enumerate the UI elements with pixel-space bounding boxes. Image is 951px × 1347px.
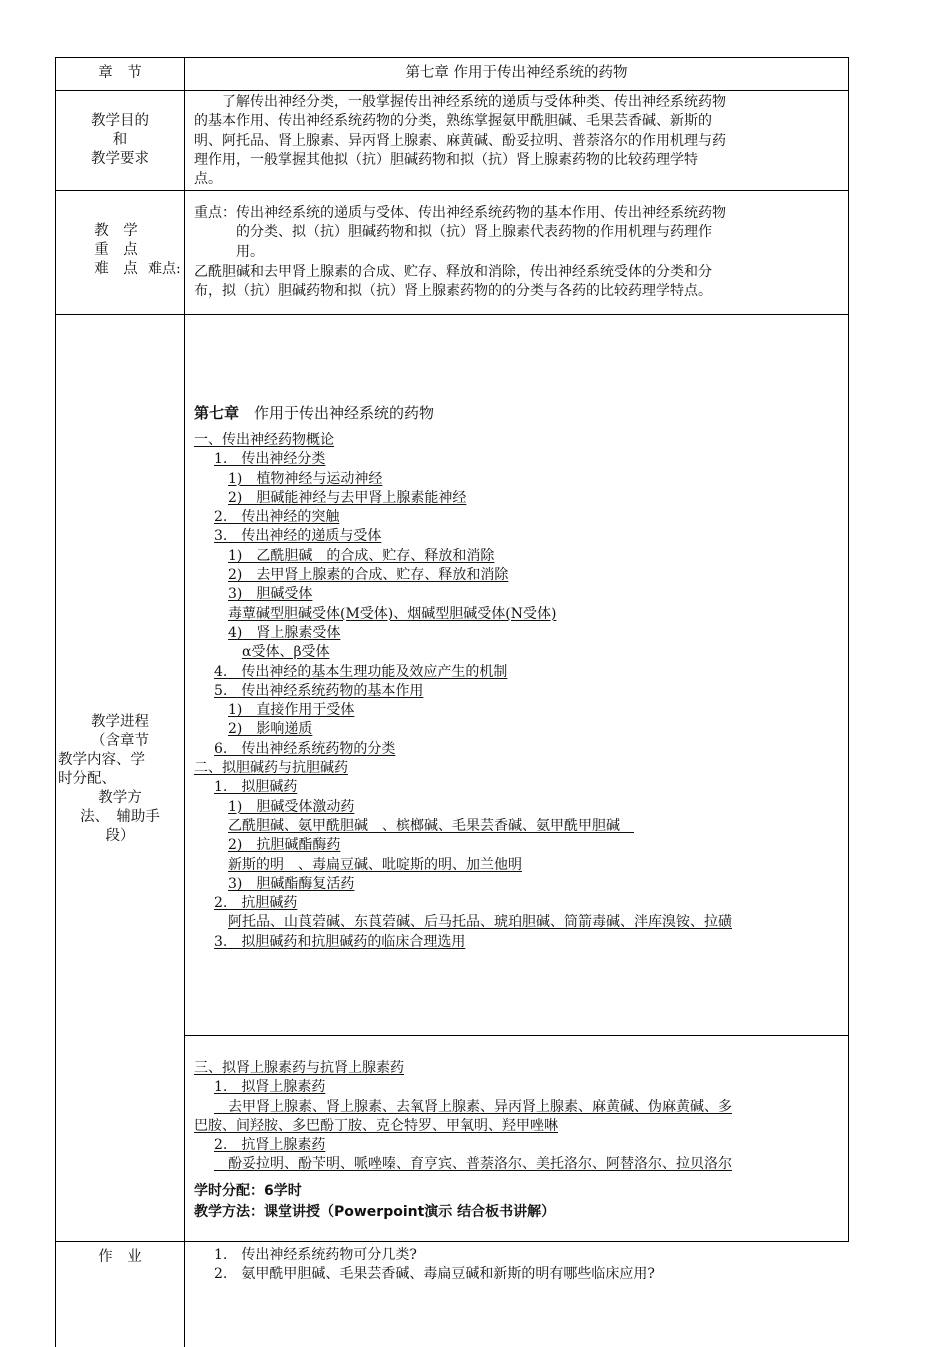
outline-item bbox=[194, 450, 844, 469]
objectives-label-line: 和 bbox=[112, 132, 128, 148]
chapter-heading-bold: 第七章 bbox=[194, 404, 240, 422]
key-points-line: 的分类、拟（抗）胆碱药物和拟（抗）肾上腺素代表药物的作用机理与药理作 bbox=[194, 224, 712, 241]
process-label-line: 教学进程 bbox=[91, 714, 149, 730]
process-label-line: 法、 辅助手 bbox=[80, 809, 160, 825]
outline-item-text: 1. 拟胆碱药 bbox=[214, 779, 298, 796]
outline-item-text: 3) 胆碱受体 bbox=[228, 586, 313, 603]
process-label-line: 时分配、 bbox=[58, 771, 116, 787]
outline-item bbox=[194, 740, 844, 759]
outline-item bbox=[194, 1155, 844, 1174]
process-label-line: （含章节 bbox=[91, 733, 149, 749]
outline-item bbox=[194, 856, 844, 875]
outline-item bbox=[194, 566, 844, 585]
outline-item-text: 巴胺、间羟胺、多巴酚丁胺、克仑特罗、甲氧明、羟甲唑啉 bbox=[194, 1117, 558, 1134]
row-divider bbox=[184, 1035, 849, 1036]
column-divider bbox=[184, 57, 185, 1347]
homework-item: 2. 氨甲酰甲胆碱、毛果芸香碱、毒扁豆碱和新斯的明有哪些临床应用? bbox=[214, 1266, 655, 1283]
outline-item bbox=[194, 1078, 844, 1097]
outline-item-text: 4. 传出神经的基本生理功能及效应产生的机制 bbox=[214, 663, 508, 680]
outline-item-text: 二、拟胆碱药与抗胆碱药 bbox=[194, 760, 348, 777]
outline-item-text: 1) 植物神经与运动神经 bbox=[228, 470, 383, 487]
chapter-title: 第七章 作用于传出神经系统的药物 bbox=[405, 65, 628, 81]
outline-item-text: 1) 胆碱受体激动药 bbox=[228, 798, 355, 815]
key-points-label-line: 教 学 bbox=[94, 223, 138, 239]
outline-item bbox=[194, 643, 844, 662]
outline-item-text: 2) 抗胆碱酯酶药 bbox=[228, 837, 341, 854]
outline-item-text: 新斯的明 、毒扁豆碱、吡啶斯的明、加兰他明 bbox=[228, 856, 522, 873]
objectives-label-line: 教学目的 bbox=[91, 113, 149, 129]
objectives-line: 点。 bbox=[194, 171, 222, 188]
objectives-text bbox=[194, 93, 844, 189]
outline-item-text: 3. 拟胆碱药和抗胆碱药的临床合理选用 bbox=[214, 933, 466, 950]
row-divider bbox=[55, 314, 849, 315]
outline-item bbox=[194, 759, 844, 778]
row-divider bbox=[55, 90, 849, 91]
outline-item-text: 5. 传出神经系统药物的基本作用 bbox=[214, 682, 424, 699]
outline-item bbox=[194, 1136, 844, 1155]
outline-item-text: 一、传出神经药物概论 bbox=[194, 432, 334, 448]
outline-item bbox=[194, 778, 844, 797]
outline-item bbox=[194, 585, 844, 604]
outline-item-text: 2. 抗肾上腺素药 bbox=[214, 1137, 326, 1154]
outline-item bbox=[194, 1059, 844, 1078]
outline-item-text: 2. 抗胆碱药 bbox=[214, 895, 298, 912]
outline-item bbox=[194, 508, 844, 527]
outline-item bbox=[194, 1117, 844, 1136]
key-points-line: 用。 bbox=[194, 243, 264, 260]
outline-list bbox=[194, 431, 844, 952]
teaching-hours: 学时分配：6学时 bbox=[194, 1183, 302, 1199]
outline-item-text: 三、拟肾上腺素药与抗肾上腺素药 bbox=[194, 1060, 404, 1076]
objectives-line: 的基本作用、传出神经系统药物的分类，熟练掌握氨甲酰胆碱、毛果芸香碱、新斯的 bbox=[194, 113, 712, 130]
outline-item-text: 1) 直接作用于受体 bbox=[228, 702, 355, 719]
objectives-label bbox=[56, 112, 184, 169]
process-label bbox=[56, 713, 184, 846]
objectives-line: 了解传出神经分类，一般掌握传出神经系统的递质与受体种类、传出神经系统药物 bbox=[194, 94, 726, 110]
outline-item-text: 4) 肾上腺素受体 bbox=[228, 624, 341, 641]
chapter-label: 章 节 bbox=[98, 65, 142, 81]
objectives-line: 明、阿托品、肾上腺素、异丙肾上腺素、麻黄碱、酚妥拉明、普萘洛尔的作用机理与药 bbox=[194, 132, 726, 149]
outline-item bbox=[194, 720, 844, 739]
homework-list bbox=[214, 1246, 844, 1285]
outline-item-text: 1. 传出神经分类 bbox=[214, 451, 326, 468]
outline-item-text: α受体、β受体 bbox=[242, 644, 330, 661]
process-label-line: 教学方 bbox=[98, 790, 142, 806]
outline-item-text: 毒蕈碱型胆碱受体(M受体)、烟碱型胆碱受体(N受体) bbox=[228, 605, 557, 622]
outline-item-text: 酚妥拉明、酚苄明、哌唑嗪、育亨宾、普萘洛尔、美托洛尔、阿替洛尔、拉贝洛尔 bbox=[214, 1156, 732, 1173]
outline-item bbox=[194, 798, 844, 817]
outline-item-text: 1. 拟肾上腺素药 bbox=[214, 1079, 326, 1096]
key-points-line: 乙酰胆碱和去甲肾上腺素的合成、贮存、释放和消除，传出神经系统受体的分类和分 bbox=[194, 264, 712, 280]
outline-item-text: 2. 传出神经的突触 bbox=[214, 509, 340, 526]
chapter-heading-text: 作用于传出神经系统的药物 bbox=[239, 404, 435, 422]
key-points-text-difficult bbox=[194, 263, 844, 302]
key-points-label-line: 难 点 bbox=[94, 261, 138, 277]
outline-item bbox=[194, 701, 844, 720]
key-points-label-overflow: 难点: bbox=[148, 261, 181, 277]
outline-list-part3 bbox=[194, 1059, 844, 1175]
outline-item-text: 3. 传出神经的递质与受体 bbox=[214, 528, 382, 545]
homework-label: 作 业 bbox=[98, 1249, 142, 1265]
outline-item-text: 1) 乙酰胆碱 的合成、贮存、释放和消除 bbox=[228, 547, 495, 564]
outline-item bbox=[194, 894, 844, 913]
process-label-line: 段） bbox=[105, 828, 135, 844]
outline-item-text: 2) 胆碱能神经与去甲肾上腺素能神经 bbox=[228, 489, 467, 506]
outline-item bbox=[194, 470, 844, 489]
table-border-right bbox=[848, 57, 849, 1242]
objectives-line: 理作用，一般掌握其他拟（抗）胆碱药物和拟（抗）肾上腺素药物的比较药理学特 bbox=[194, 151, 698, 168]
objectives-label-line: 教学要求 bbox=[91, 151, 149, 167]
table-border-left bbox=[55, 57, 56, 1347]
outline-item bbox=[194, 527, 844, 546]
key-points-text bbox=[194, 204, 844, 262]
outline-item-text: 乙酰胆碱、氨甲酰胆碱 、槟榔碱、毛果芸香碱、氨甲酰甲胆碱 bbox=[228, 817, 634, 834]
teaching-method: 教学方法：课堂讲授（Powerpoint演示 结合板书讲解） bbox=[194, 1204, 556, 1220]
outline-item-text: 去甲肾上腺素、肾上腺素、去氧肾上腺素、异丙肾上腺素、麻黄碱、伪麻黄碱、多 bbox=[214, 1098, 732, 1115]
outline-item bbox=[194, 663, 844, 682]
key-points-line: 布，拟（抗）胆碱药物和拟（抗）肾上腺素药物的的分类与各药的比较药理学特点。 bbox=[194, 283, 712, 300]
outline-item bbox=[194, 836, 844, 855]
outline-item-text: 阿托品、山莨菪碱、东莨菪碱、后马托品、琥珀胆碱、筒箭毒碱、泮库溴铵、拉磺 bbox=[228, 914, 732, 931]
outline-item bbox=[194, 933, 844, 952]
homework-item: 1. 传出神经系统药物可分几类? bbox=[214, 1247, 417, 1263]
outline-item bbox=[194, 431, 844, 450]
table-border-top bbox=[55, 57, 849, 58]
outline-item-text: 2) 去甲肾上腺素的合成、贮存、释放和消除 bbox=[228, 567, 509, 584]
chapter-heading bbox=[194, 404, 434, 423]
outline-item bbox=[194, 682, 844, 701]
process-label-line: 教学内容、学 bbox=[58, 752, 145, 768]
outline-item bbox=[194, 605, 844, 624]
outline-item bbox=[194, 489, 844, 508]
key-points-line: 重点：传出神经系统的递质与受体、传出神经系统药物的基本作用、传出神经系统药物 bbox=[194, 205, 726, 221]
outline-item bbox=[194, 817, 844, 836]
outline-item bbox=[194, 1098, 844, 1117]
outline-item-text: 6. 传出神经系统药物的分类 bbox=[214, 740, 396, 757]
row-divider bbox=[55, 1241, 849, 1242]
outline-item bbox=[194, 547, 844, 566]
outline-item-text: 2) 影响递质 bbox=[228, 721, 313, 738]
outline-item bbox=[194, 624, 844, 643]
outline-item bbox=[194, 913, 844, 932]
outline-item bbox=[194, 875, 844, 894]
key-points-label-line: 重 点 bbox=[94, 242, 138, 258]
row-divider bbox=[55, 190, 849, 191]
outline-item-text: 3) 胆碱酯酶复活药 bbox=[228, 875, 355, 892]
